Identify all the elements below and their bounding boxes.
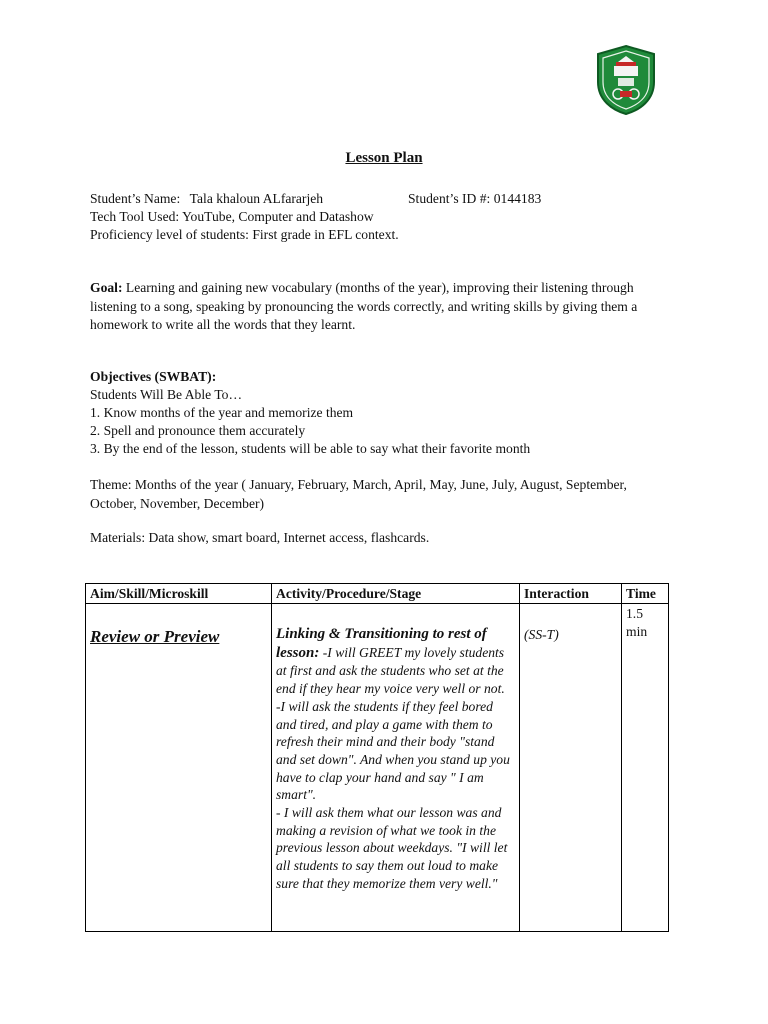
activity-line-1: -I will GREET my lovely students at first and ask the students who set at the end if they hear my voice very well or not. <box>276 644 505 697</box>
university-crest-logo <box>594 44 658 116</box>
student-id-label: Student’s ID #: <box>408 191 491 206</box>
swbat-line: Students Will Be Able To… <box>90 387 243 402</box>
activity-heading: Linking & Transitioning to rest of lesson: <box>276 626 487 661</box>
header-aim: Aim/Skill/Microskill <box>86 584 272 604</box>
table-row <box>86 604 669 932</box>
objectives-heading: Objectives (SWBAT): <box>90 369 217 384</box>
header-interaction: Interaction <box>520 584 622 604</box>
student-name-line <box>90 190 323 208</box>
objective-item-1: 1. Know months of the year and memorize them <box>90 405 354 420</box>
student-name-label: Student’s Name: <box>90 191 181 206</box>
header-time: Time <box>622 584 669 604</box>
goal-label: Goal: <box>90 280 123 295</box>
tech-tool-line: Tech Tool Used: YouTube, Computer and Datashow <box>90 209 374 224</box>
materials-line: Materials: Data show, smart board, Internet access, flashcards. <box>90 530 430 545</box>
table-header-row <box>86 584 669 604</box>
student-name-value: Tala khaloun ALfararjeh <box>189 191 324 206</box>
goal-paragraph <box>90 279 670 335</box>
student-id-value: 0144183 <box>493 191 542 206</box>
aim-cell <box>86 604 272 932</box>
time-text: 1.5 min <box>626 606 648 639</box>
time-cell <box>622 604 669 932</box>
activity-cell <box>272 604 520 932</box>
aim-text: Review or Preview <box>90 627 220 646</box>
proficiency-line: Proficiency level of students: First grade in EFL context. <box>90 227 399 242</box>
header-activity: Activity/Procedure/Stage <box>272 584 520 604</box>
activity-line-2: -I will ask the students if they feel bored and tired, and play a game with them to refresh their mind and their body "stand and set down". And when you stand up you have to clap your hand and say " I am smart". <box>276 698 510 803</box>
activity-line-3: - I will ask them what our lesson was and making a revision of what we took in the previous lesson about weekdays. "I will let all students to say them out loud to make sure that they memorize them very well." <box>276 805 508 891</box>
objective-item-2: 2. Spell and pronounce them accurately <box>90 423 306 438</box>
goal-text: Learning and gaining new vocabulary (months of the year), improving their listening through listening to a song, speaking by pronouncing the words correctly, and writing skills by giving them a homework to write all the words that they learnt. <box>90 280 638 332</box>
theme-paragraph: Theme: Months of the year ( January, February, March, April, May, June, July, August, September, October, November, December) <box>90 477 627 511</box>
student-id-line <box>408 190 541 208</box>
lesson-plan-table <box>85 583 669 932</box>
interaction-text: (SS-T) <box>524 627 559 642</box>
page-title: Lesson Plan <box>345 150 423 166</box>
objective-item-3: 3. By the end of the lesson, students will be able to say what their favorite month <box>90 441 531 456</box>
interaction-cell <box>520 604 622 932</box>
